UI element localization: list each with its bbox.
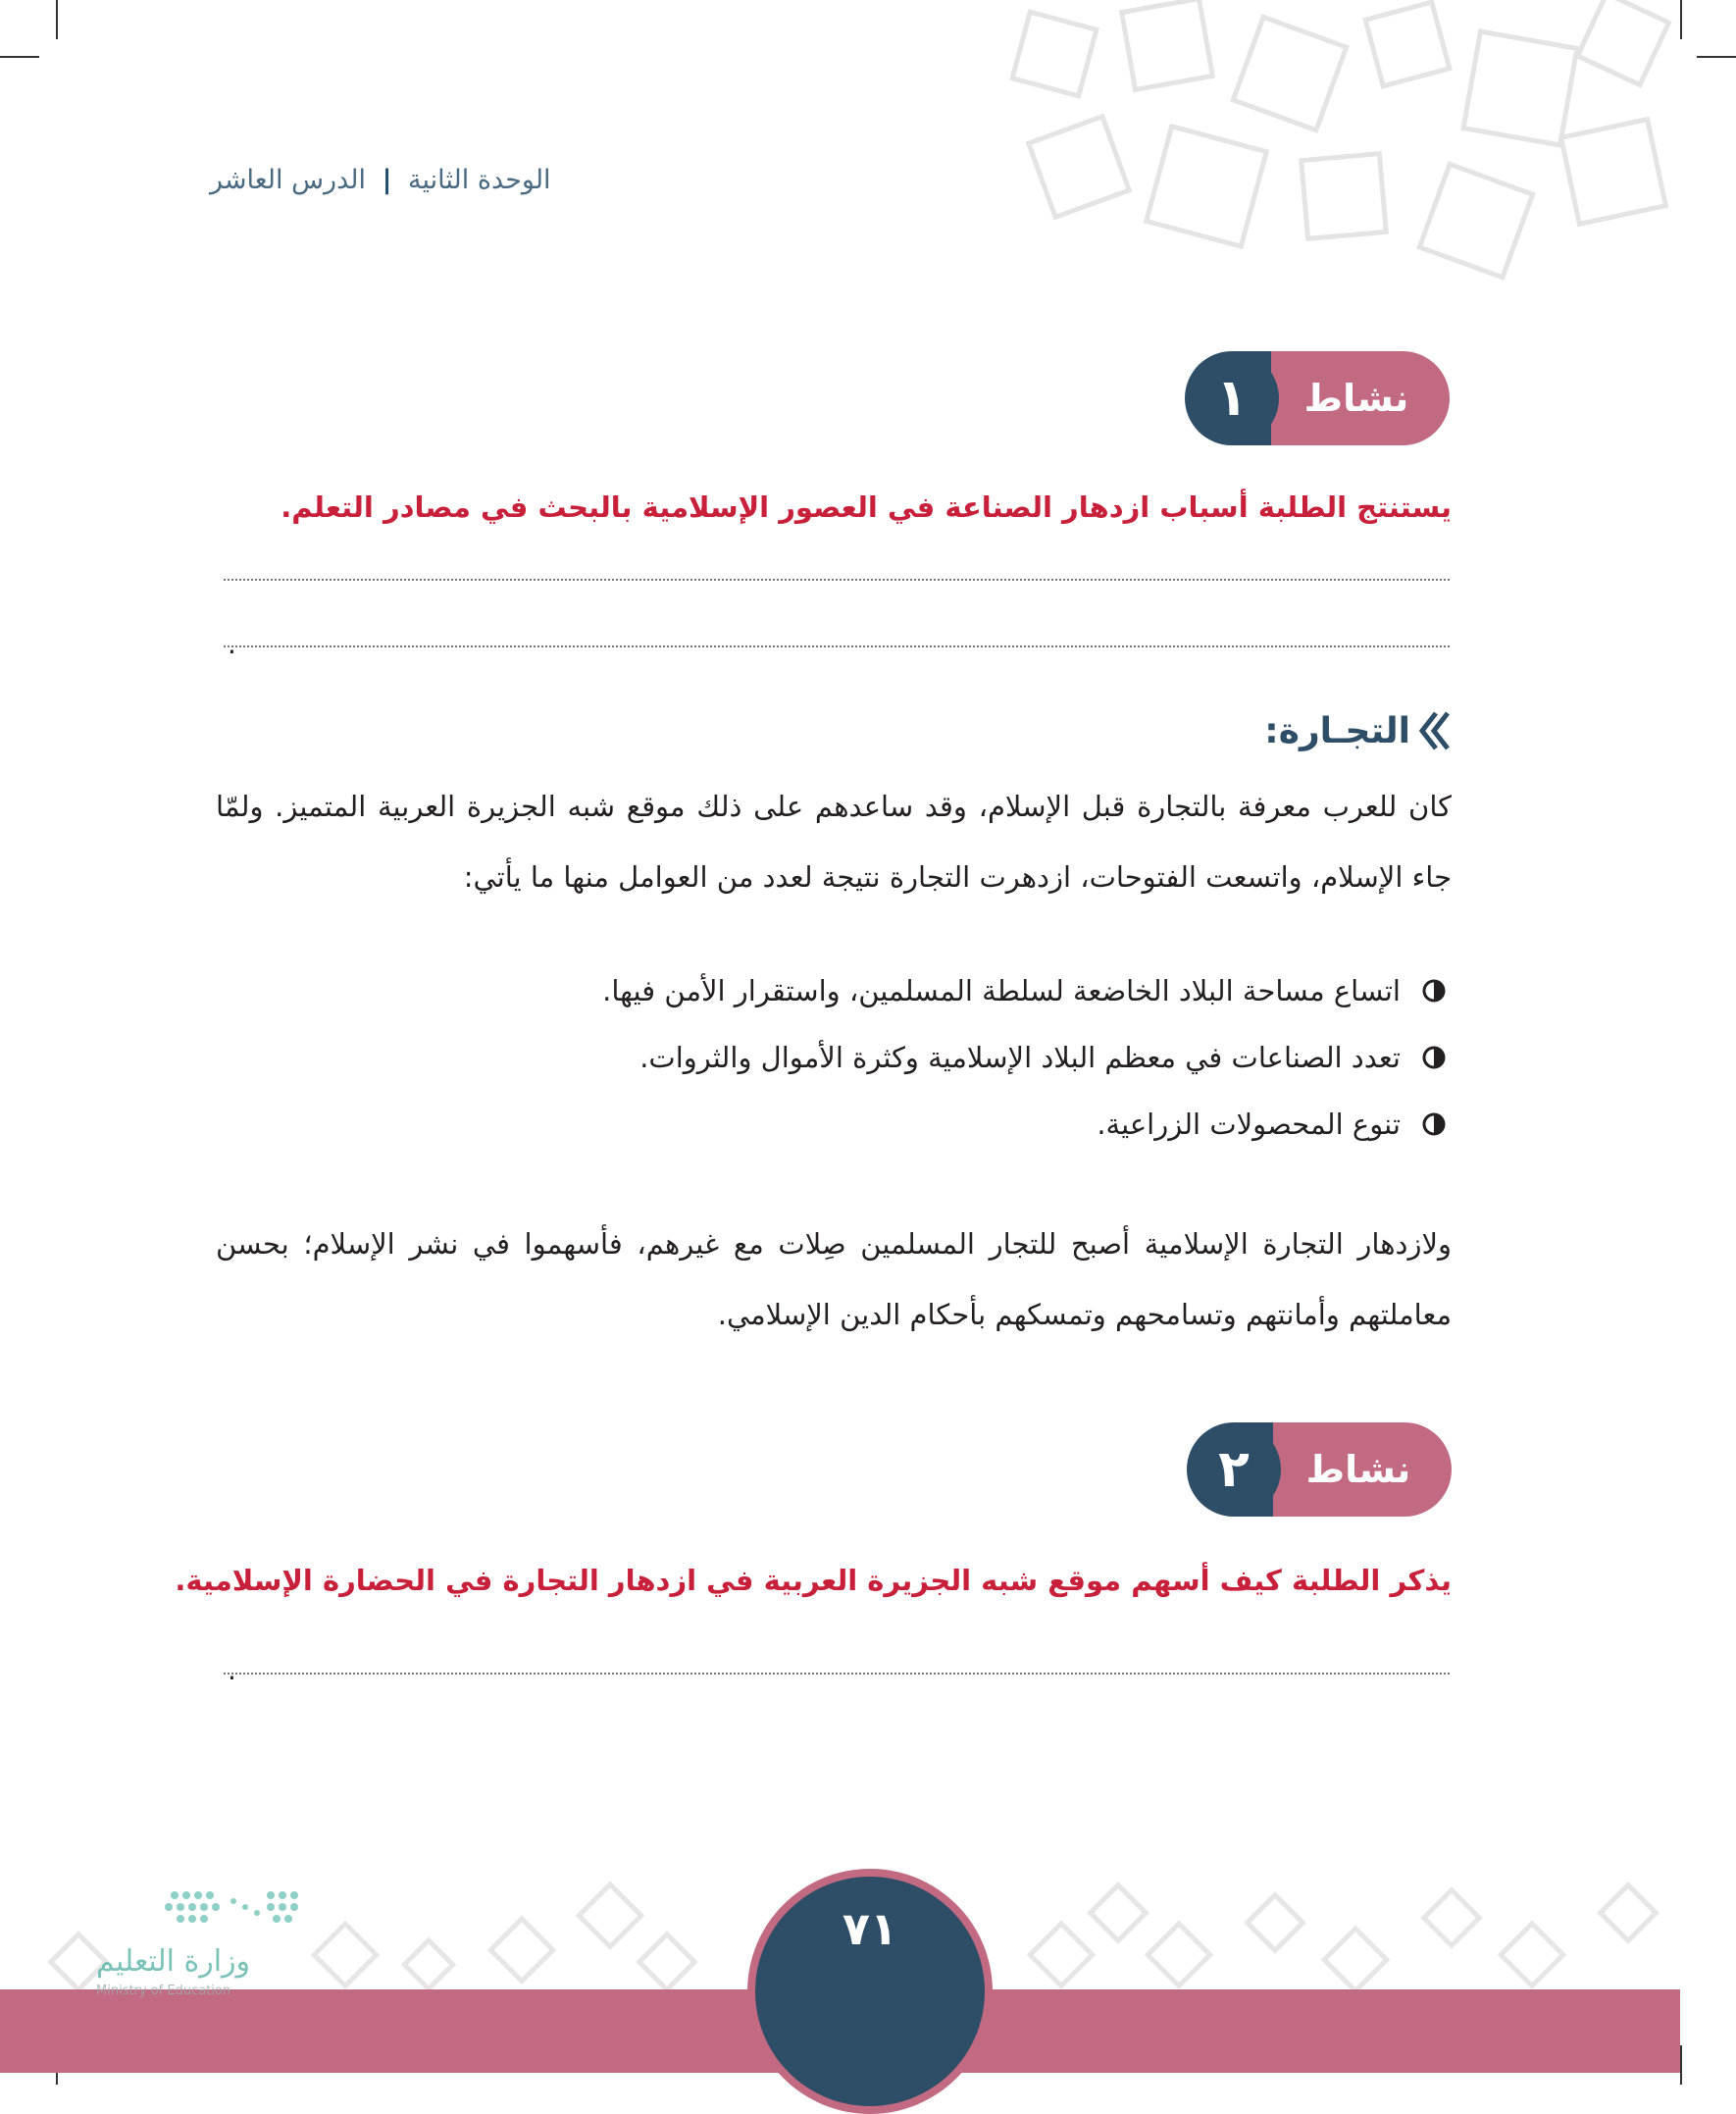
crop-mark	[1680, 2045, 1682, 2085]
activity-label: نشاط	[1303, 377, 1409, 420]
list-item	[275, 957, 1452, 1024]
activity-2-badge	[1187, 1422, 1452, 1517]
page-number-badge	[747, 1869, 993, 2114]
section-title: التجـارة:	[1264, 710, 1410, 751]
page-number: ٧١	[842, 1902, 898, 1955]
answer-line-end-dot: .	[228, 628, 236, 660]
crop-mark	[56, 0, 58, 39]
activity-1-instruction: يستنتج الطلبة أسباب ازدهار الصناعة في العصور الإسلامية بالبحث في مصادر التعلم.	[281, 490, 1452, 524]
activity-label: نشاط	[1305, 1448, 1411, 1491]
activity-number: ١	[1185, 351, 1279, 445]
activity-2-instruction: يذكر الطلبة كيف أسهم موقع شبه الجزيرة العربية في ازدهار التجارة في الحضارة الإسلامية.	[175, 1564, 1452, 1597]
half-circle-bullet-icon	[1422, 1112, 1446, 1136]
lesson-title: الدرس العاشر	[210, 165, 366, 195]
half-circle-bullet-icon	[1422, 1046, 1446, 1069]
list-item-text: تنوع المحصولات الزراعية.	[1097, 1108, 1401, 1141]
list-item	[275, 1024, 1452, 1091]
crop-mark	[1697, 56, 1736, 58]
crop-mark	[0, 56, 39, 58]
decorative-pattern-top	[981, 0, 1697, 324]
factors-list	[275, 957, 1452, 1158]
ministry-name-english: Ministry of Education	[96, 1984, 231, 1998]
section-intro-paragraph: كان للعرب معرفة بالتجارة قبل الإسلام، وقد ساعدهم على ذلك موقع شبه الجزيرة العربية المتميز. ولمّا جاء الإسلام، واتسعت الفتوحات، ازدهرت التجارة نتيجة لعدد من العوامل منها ما يأتي:	[216, 790, 1452, 894]
answer-line-end-dot: .	[228, 1654, 236, 1686]
section-closing-paragraph: ولازدهار التجارة الإسلامية أصبح للتجار المسلمين صِلات مع غيرهم، فأسهموا في نشر الإسلام؛ بحسن معاملتهم وأمانتهم وتسامحهم وتمسكهم بأحكام الدين الإسلامي.	[216, 1227, 1452, 1331]
double-chevron-icon	[1416, 709, 1452, 752]
answer-line	[224, 1673, 1450, 1675]
header-separator: |	[382, 165, 392, 195]
ministry-name-arabic: وزارة التعليم	[96, 1944, 251, 1979]
ministry-dots-icon	[96, 1885, 322, 1944]
list-item-text: تعدد الصناعات في معظم البلاد الإسلامية وكثرة الأموال والثروات.	[639, 1041, 1401, 1074]
half-circle-bullet-icon	[1422, 979, 1446, 1003]
section-heading	[1264, 706, 1452, 755]
list-item	[275, 1091, 1452, 1158]
activity-1-badge	[1185, 351, 1450, 445]
answer-line	[224, 579, 1450, 581]
unit-title: الوحدة الثانية	[408, 165, 551, 195]
list-item-text: اتساع مساحة البلاد الخاضعة لسلطة المسلمين، واستقرار الأمن فيها.	[602, 974, 1401, 1007]
activity-number: ٢	[1187, 1422, 1281, 1517]
ministry-logo	[96, 1885, 322, 2023]
answer-line	[224, 645, 1450, 647]
page-header	[210, 165, 551, 195]
